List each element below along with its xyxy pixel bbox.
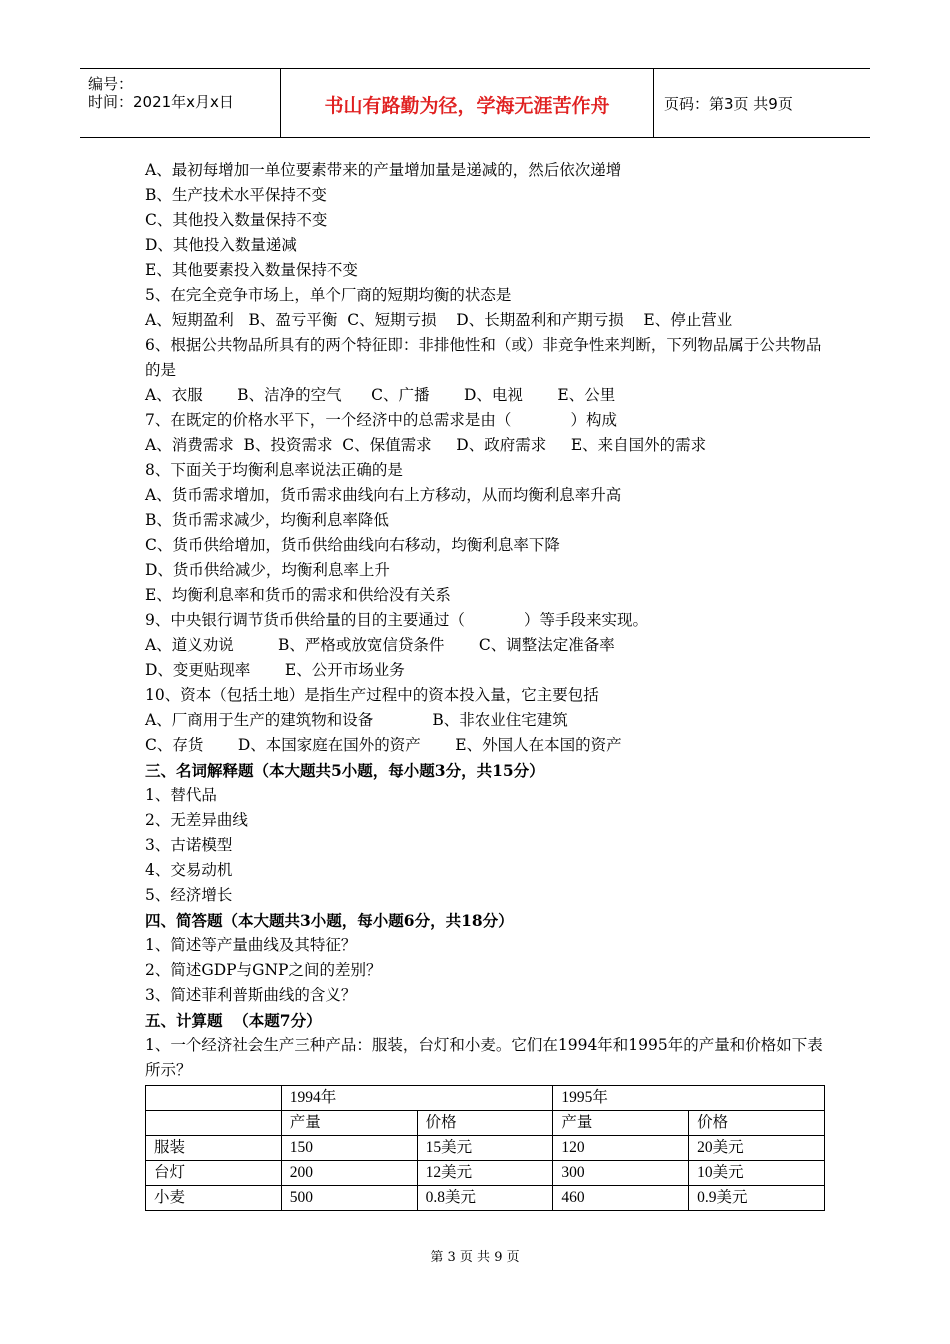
option-line: D、其他投入数量递减 xyxy=(145,236,297,254)
term-item: 3、古诺模型 xyxy=(145,836,233,854)
table-cell: 300 xyxy=(553,1161,689,1186)
table-cell: 台灯 xyxy=(146,1161,282,1186)
header-motto-cell xyxy=(281,69,654,137)
header-page-cell xyxy=(654,69,870,137)
table-cell: 小麦 xyxy=(146,1186,282,1211)
term-item: 1、替代品 xyxy=(145,786,217,804)
short-answer-item: 1、简述等产量曲线及其特征？ xyxy=(145,936,357,954)
date-label: 时间：2021年x月x日 xyxy=(88,93,234,111)
term-item: 5、经济增长 xyxy=(145,886,233,904)
table-cell: 12美元 xyxy=(417,1161,553,1186)
calculation-question: 1、一个经济社会生产三种产品：服装，台灯和小麦。它们在1994年和1995年的产量和价格如下表所示？ xyxy=(145,1036,823,1079)
table-cell: 10美元 xyxy=(689,1161,825,1186)
question-line: 9、中央银行调节货币供给量的目的主要通过（ ）等手段来实现。 xyxy=(145,611,648,629)
question-line: 10、资本（包括土地）是指生产过程中的资本投入量，它主要包括 xyxy=(145,686,599,704)
table-year-header: 1994年 xyxy=(281,1086,553,1111)
table-column-header: 价格 xyxy=(417,1111,553,1136)
term-item: 2、无差异曲线 xyxy=(145,811,248,829)
header-motto: 书山有路勤为径，学海无涯苦作舟 xyxy=(324,95,610,117)
table-cell: 服装 xyxy=(146,1136,282,1161)
page-footer: 第 3 页 共 9 页 xyxy=(430,1250,520,1265)
option-line: A、衣服 B、洁净的空气 C、广播 D、电视 E、公里 xyxy=(145,386,616,404)
option-line: D、变更贴现率 E、公开市场业务 xyxy=(145,661,405,679)
question-line: 8、下面关于均衡利息率说法正确的是 xyxy=(145,461,403,479)
table-header-row xyxy=(146,1086,825,1111)
table-corner-cell xyxy=(146,1086,282,1111)
short-answer-item: 2、简述GDP与GNP之间的差别？ xyxy=(145,961,382,979)
question-line: 6、根据公共物品所具有的两个特征即：非排他性和（或）非竞争性来判断，下列物品属于公共物品的是 xyxy=(145,336,822,379)
option-line: B、货币需求减少，均衡利息率降低 xyxy=(145,511,389,529)
table-column-header: 产量 xyxy=(553,1111,689,1136)
option-line: B、生产技术水平保持不变 xyxy=(145,186,327,204)
term-item: 4、交易动机 xyxy=(145,861,233,879)
table-row xyxy=(146,1161,825,1186)
option-line: A、最初每增加一单位要素带来的产量增加量是递减的，然后依次递增 xyxy=(145,161,622,179)
page-content xyxy=(145,158,825,1211)
option-line: A、厂商用于生产的建筑物和设备 B、非农业住宅建筑 xyxy=(145,711,568,729)
table-row xyxy=(146,1186,825,1211)
page-header xyxy=(80,68,870,138)
question-line: 7、在既定的价格水平下，一个经济中的总需求是由（ ）构成 xyxy=(145,411,617,429)
table-cell: 150 xyxy=(281,1136,417,1161)
section-heading: 五、计算题 （本题7分） xyxy=(145,1011,322,1030)
table-cell: 15美元 xyxy=(417,1136,553,1161)
option-line: C、存货 D、本国家庭在国外的资产 E、外国人在本国的资产 xyxy=(145,736,622,754)
table-row xyxy=(146,1136,825,1161)
table-cell: 200 xyxy=(281,1161,417,1186)
option-line: A、短期盈利 B、盈亏平衡 C、短期亏损 D、长期盈利和产期亏损 E、停止营业 xyxy=(145,311,733,329)
table-cell: 500 xyxy=(281,1186,417,1211)
question-line: 5、在完全竞争市场上，单个厂商的短期均衡的状态是 xyxy=(145,286,512,304)
table-cell: 20美元 xyxy=(689,1136,825,1161)
table-column-header: 价格 xyxy=(689,1111,825,1136)
table-cell: 120 xyxy=(553,1136,689,1161)
option-line: C、货币供给增加，货币供给曲线向右移动，均衡利息率下降 xyxy=(145,536,560,554)
option-line: C、其他投入数量保持不变 xyxy=(145,211,328,229)
section-heading: 四、简答题（本大题共3小题，每小题6分，共18分） xyxy=(145,911,514,930)
table-column-header: 产量 xyxy=(281,1111,417,1136)
table-cell: 460 xyxy=(553,1186,689,1211)
option-line: A、道义劝说 B、严格或放宽信贷条件 C、调整法定准备率 xyxy=(145,636,615,654)
document-number-label: 编号： xyxy=(88,75,134,93)
short-answer-item: 3、简述菲利普斯曲线的含义？ xyxy=(145,986,357,1004)
table-year-header: 1995年 xyxy=(553,1086,825,1111)
table-subheader-row xyxy=(146,1111,825,1136)
option-line: A、货币需求增加，货币需求曲线向右上方移动，从而均衡利息率升高 xyxy=(145,486,622,504)
option-line: A、消费需求 B、投资需求 C、保值需求 D、政府需求 E、来自国外的需求 xyxy=(145,436,707,454)
option-line: E、均衡利息率和货币的需求和供给没有关系 xyxy=(145,586,451,604)
option-line: E、其他要素投入数量保持不变 xyxy=(145,261,358,279)
table-corner-cell xyxy=(146,1111,282,1136)
header-meta xyxy=(80,69,281,137)
header-page-info: 页码：第3页 共9页 xyxy=(664,95,793,113)
table-cell: 0.8美元 xyxy=(417,1186,553,1211)
table-cell: 0.9美元 xyxy=(689,1186,825,1211)
option-line: D、货币供给减少，均衡利息率上升 xyxy=(145,561,390,579)
section-heading: 三、名词解释题（本大题共5小题，每小题3分，共15分） xyxy=(145,761,545,780)
production-price-table xyxy=(145,1085,825,1211)
